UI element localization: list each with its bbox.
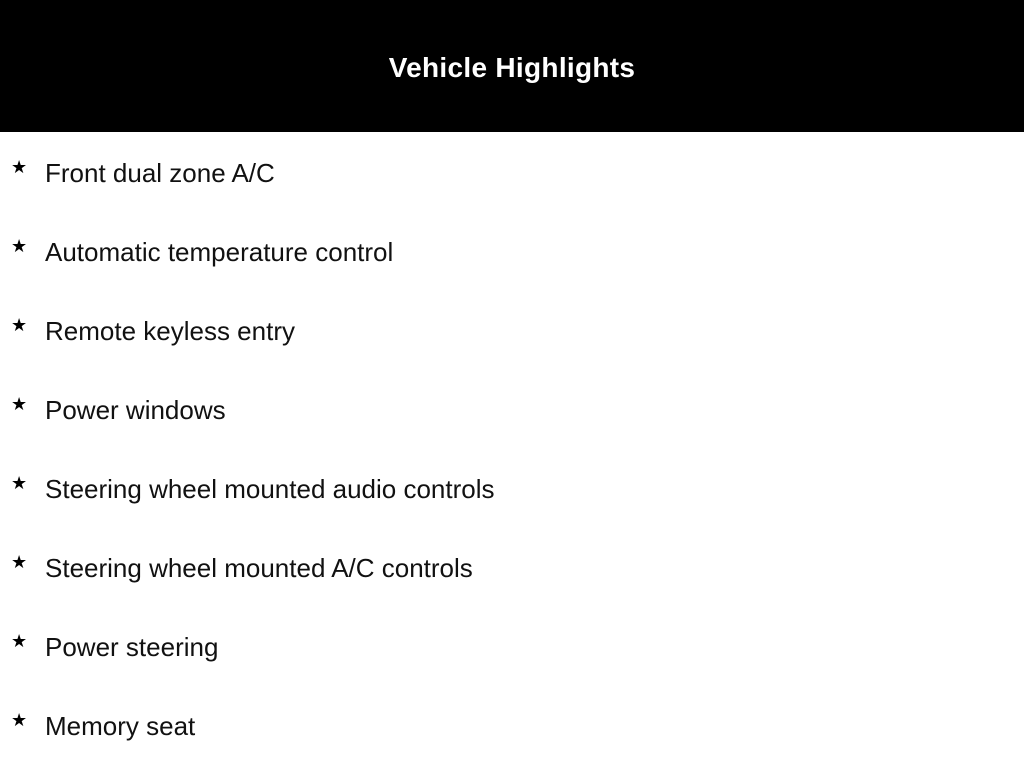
- page-title: Vehicle Highlights: [388, 52, 636, 83]
- star-icon: ★: [11, 315, 28, 336]
- highlight-label: Front dual zone A/C: [45, 158, 275, 188]
- highlight-label: Steering wheel mounted audio controls: [45, 474, 495, 504]
- highlight-label: Power windows: [45, 395, 226, 425]
- list-item: [0, 152, 1024, 192]
- list-item: [0, 231, 1024, 271]
- star-icon: ★: [11, 236, 28, 257]
- list-item: [0, 389, 1024, 429]
- highlight-label: Steering wheel mounted A/C controls: [45, 553, 473, 583]
- list-item: [0, 310, 1024, 350]
- list-item: [0, 468, 1024, 508]
- star-icon: ★: [11, 552, 28, 573]
- highlight-label: Automatic temperature control: [45, 237, 394, 267]
- star-icon: ★: [11, 473, 28, 494]
- highlight-label: Power steering: [45, 632, 219, 662]
- star-icon: ★: [11, 157, 28, 178]
- star-icon: ★: [11, 631, 28, 652]
- list-item: [0, 705, 1024, 745]
- star-icon: ★: [11, 710, 28, 731]
- list-item: [0, 626, 1024, 666]
- header-banner: [0, 0, 1024, 132]
- star-icon: ★: [11, 394, 28, 415]
- list-item: [0, 547, 1024, 587]
- highlight-label: Memory seat: [45, 711, 196, 741]
- highlight-label: Remote keyless entry: [45, 316, 295, 346]
